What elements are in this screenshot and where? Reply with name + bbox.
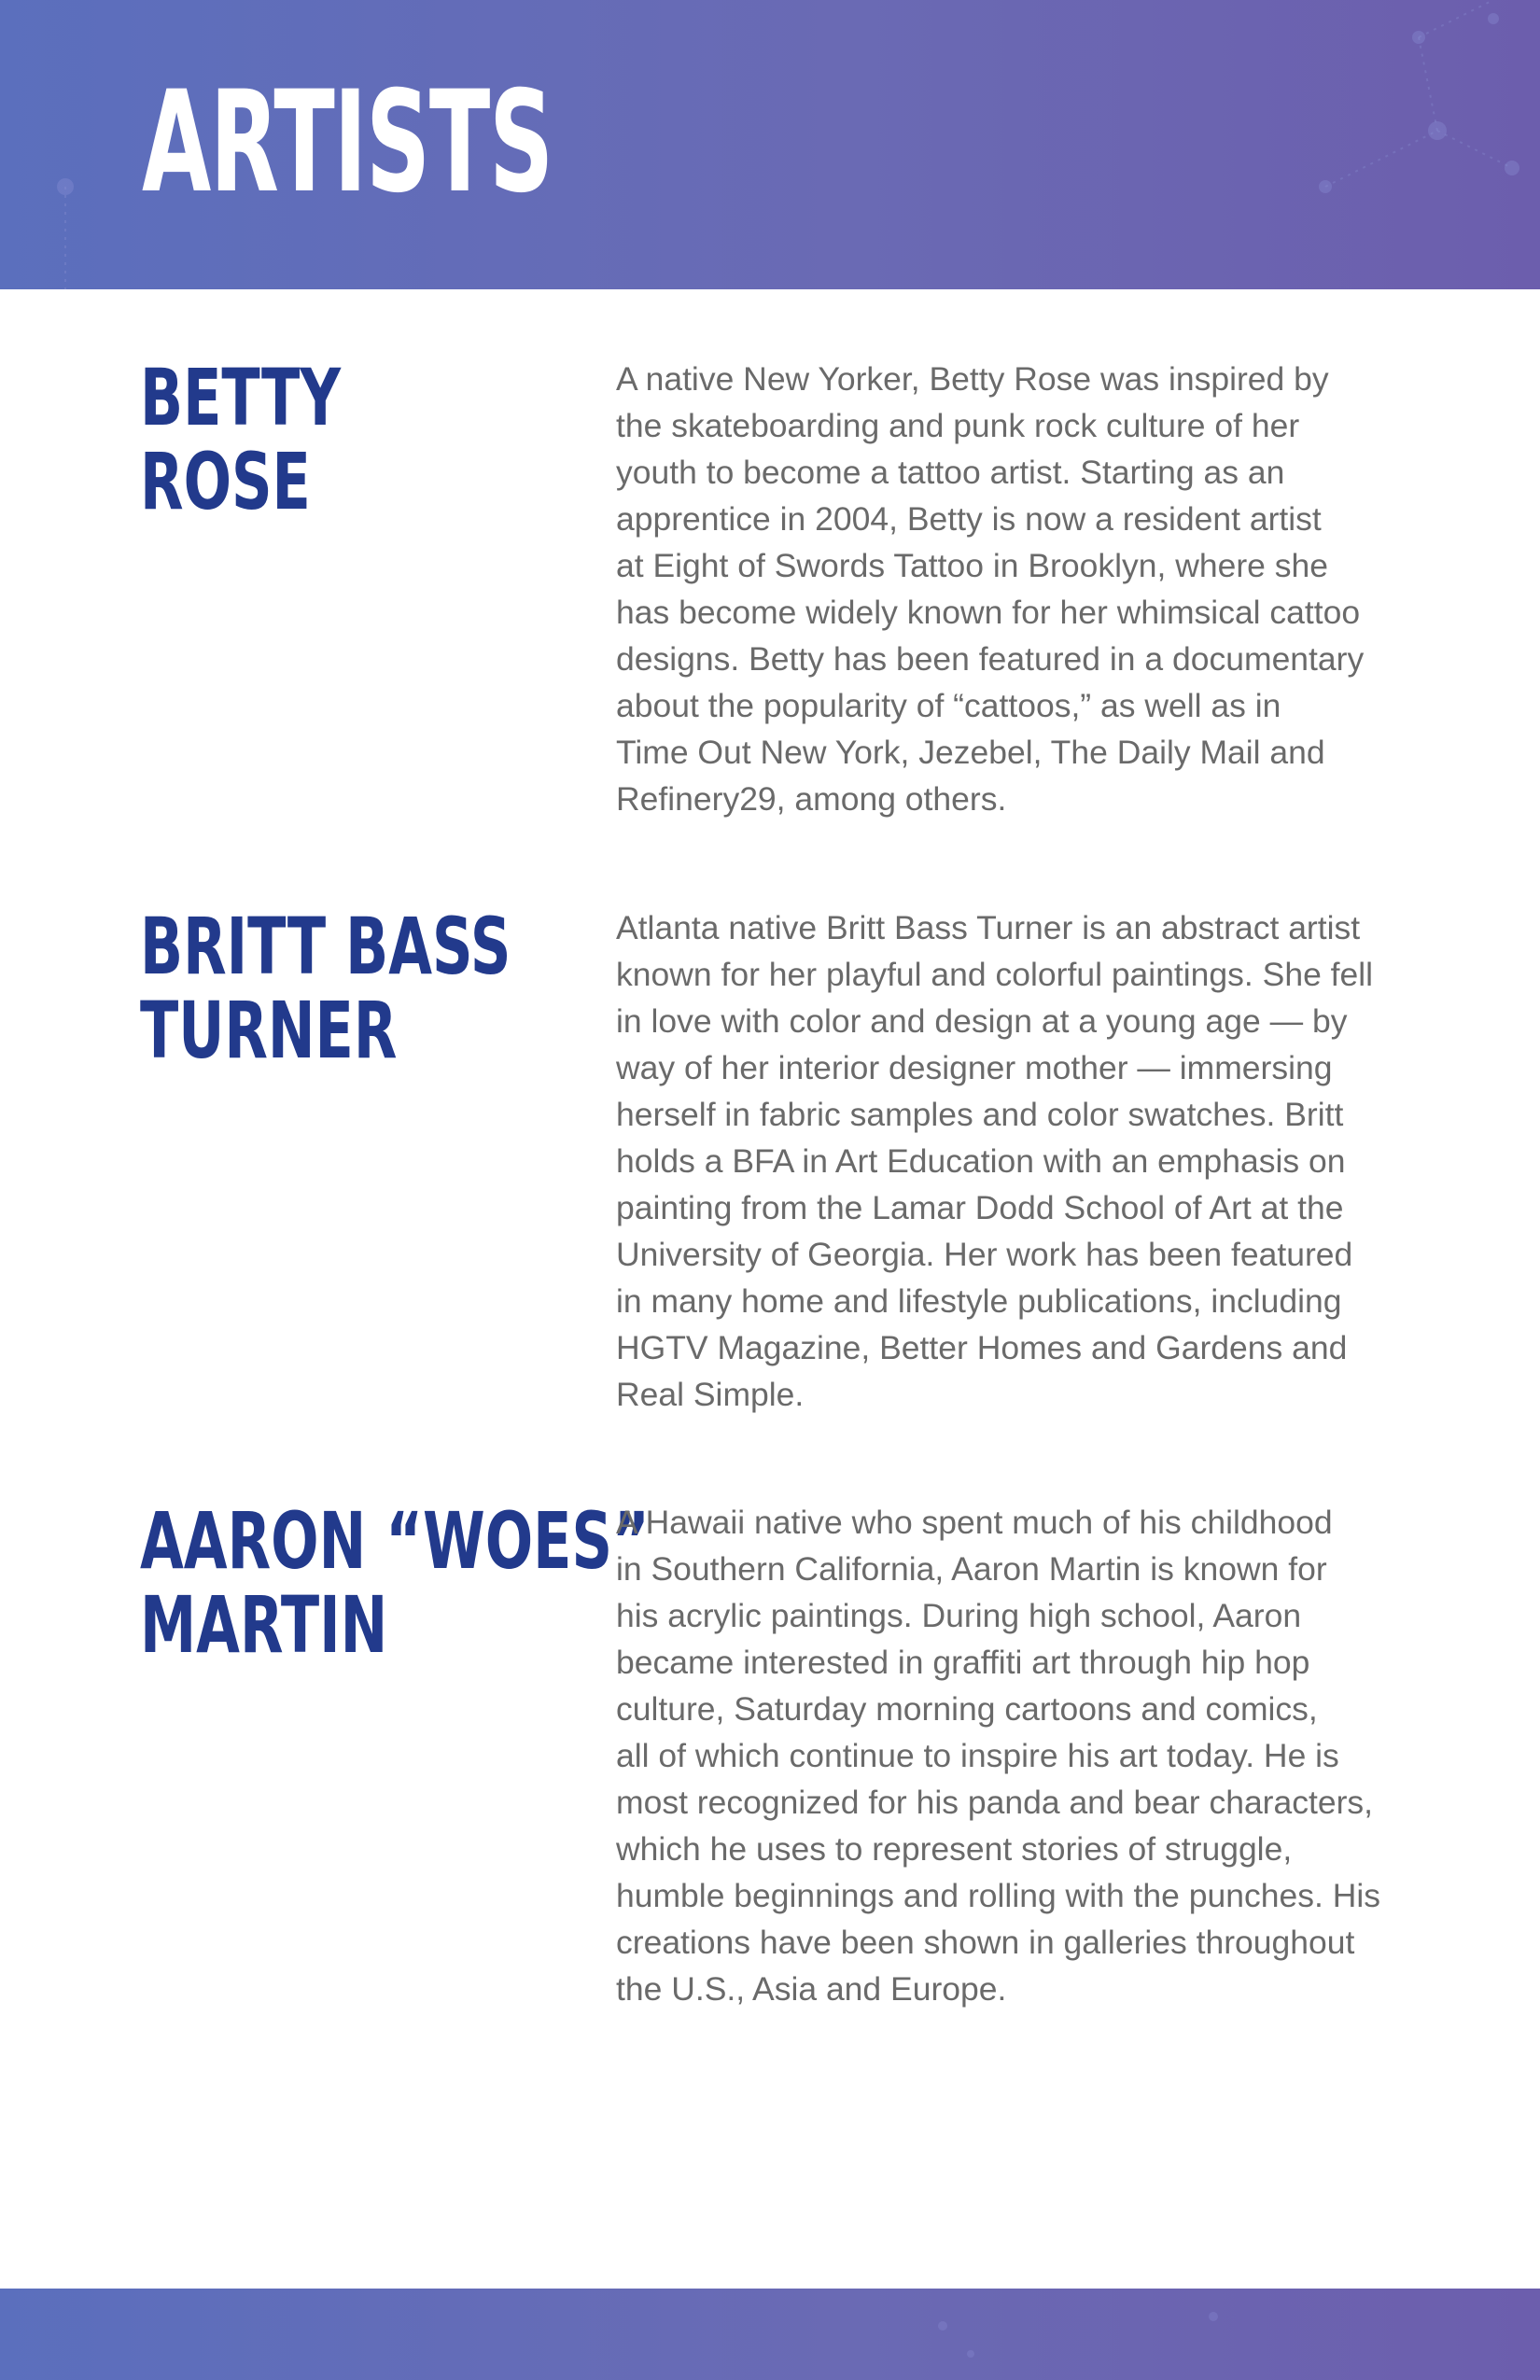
- bio-line: humble beginnings and rolling with the punches. His: [616, 1877, 1380, 1914]
- artist-name-line: BRITT BASS: [140, 901, 511, 992]
- bio-line: University of Georgia. Her work has been featured: [616, 1236, 1353, 1273]
- artist-name-line: AARON “WOES”: [140, 1495, 650, 1587]
- footer-band: [0, 2289, 1540, 2380]
- bio-line: has become widely known for her whimsical cattoo: [616, 594, 1361, 631]
- bio-line: known for her playful and colorful paintings. She fell: [616, 956, 1374, 993]
- bio-line: holds a BFA in Art Education with an emphasis on: [616, 1142, 1346, 1180]
- bio-line: way of her interior designer mother — immersing: [616, 1049, 1333, 1086]
- bio-line: about the popularity of “cattoos,” as well as in: [616, 687, 1281, 724]
- artist-bio: [616, 1499, 1380, 2012]
- bio-line: A native New Yorker, Betty Rose was inspired by: [616, 360, 1329, 398]
- bio-line: all of which continue to inspire his art today. He is: [616, 1737, 1339, 1774]
- bio-line: in many home and lifestyle publications, including: [616, 1282, 1342, 1320]
- bio-line: the skateboarding and punk rock culture of her: [616, 407, 1300, 444]
- artist-name-line: BETTY: [140, 352, 342, 443]
- artist-name-line: TURNER: [140, 985, 398, 1076]
- bio-line: herself in fabric samples and color swatches. Britt: [616, 1096, 1344, 1133]
- bio-line: HGTV Magazine, Better Homes and Gardens and: [616, 1329, 1348, 1366]
- bio-line: which he uses to represent stories of struggle,: [616, 1830, 1293, 1868]
- bio-line: Refinery29, among others.: [616, 780, 1007, 818]
- bio-line: became interested in graffiti art through hip hop: [616, 1644, 1310, 1681]
- artist-name: [140, 1495, 650, 1671]
- artist-name: [140, 901, 511, 1076]
- bio-line: most recognized for his panda and bear characters,: [616, 1784, 1374, 1821]
- bio-line: his acrylic paintings. During high school, Aaron: [616, 1597, 1302, 1634]
- bio-line: in love with color and design at a young age — by: [616, 1002, 1348, 1040]
- bio-line: culture, Saturday morning cartoons and comics,: [616, 1690, 1318, 1728]
- artist-bio: [616, 356, 1364, 822]
- bio-line: painting from the Lamar Dodd School of Art at the: [616, 1189, 1344, 1226]
- bio-line: creations have been shown in galleries throughout: [616, 1924, 1355, 1961]
- bio-line: youth to become a tattoo artist. Starting as an: [616, 454, 1285, 491]
- bio-line: Time Out New York, Jezebel, The Daily Mail and: [616, 734, 1325, 771]
- bio-line: apprentice in 2004, Betty is now a resident artist: [616, 500, 1322, 538]
- bio-line: in Southern California, Aaron Martin is known for: [616, 1550, 1327, 1588]
- bio-line: Real Simple.: [616, 1376, 805, 1413]
- bio-line: at Eight of Swords Tattoo in Brooklyn, where she: [616, 547, 1329, 584]
- artist-name-line: ROSE: [140, 436, 311, 527]
- artist-name: [140, 352, 342, 527]
- bio-line: the U.S., Asia and Europe.: [616, 1970, 1007, 2008]
- artist-bio: [616, 904, 1373, 1418]
- footer-dot-pattern: [0, 2289, 1540, 2380]
- header-band: [0, 0, 1540, 289]
- page-title: ARTISTS: [142, 62, 553, 224]
- bio-line: A Hawaii native who spent much of his childhood: [616, 1504, 1333, 1541]
- bio-line: designs. Betty has been featured in a documentary: [616, 640, 1365, 678]
- bio-line: Atlanta native Britt Bass Turner is an abstract artist: [616, 909, 1361, 946]
- artist-name-line: MARTIN: [140, 1579, 388, 1671]
